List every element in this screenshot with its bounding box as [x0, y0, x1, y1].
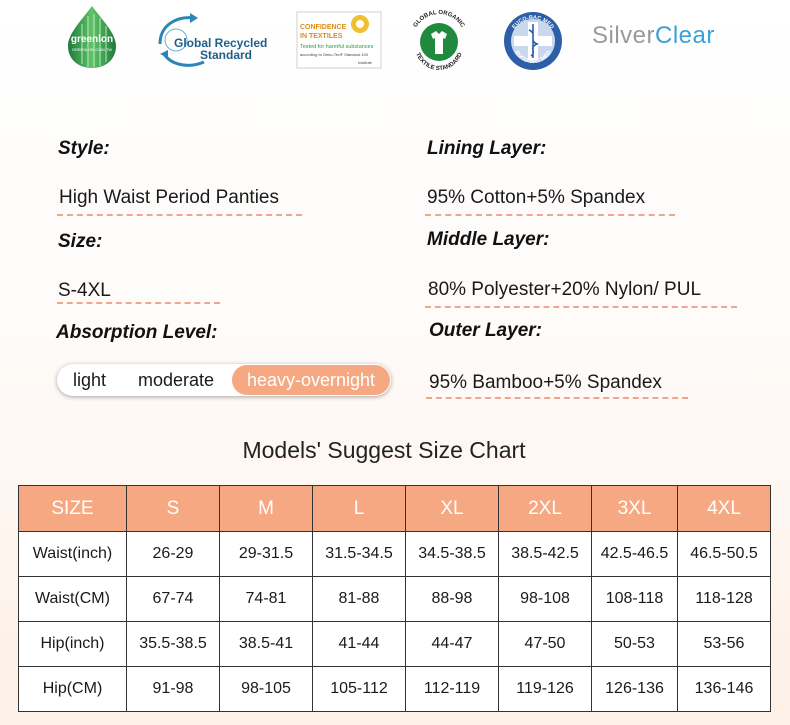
absorption-option-heavy-overnight: heavy-overnight [232, 365, 390, 395]
lining-layer-value: 95% Cotton+5% Spandex [427, 187, 646, 208]
size-underline [57, 302, 220, 304]
oeko-line5: Institute [358, 60, 373, 65]
table-cell: 108-118 [592, 577, 678, 622]
table-cell: 41-44 [313, 622, 406, 667]
table-cell: 47-50 [499, 622, 592, 667]
table-row [19, 532, 771, 577]
style-label: Style: [58, 138, 110, 159]
gots-logo [407, 6, 471, 76]
header-s: S [127, 486, 220, 532]
row-label-hip-cm: Hip(CM) [19, 667, 127, 712]
header-4xl: 4XL [678, 486, 771, 532]
absorption-label: Absorption Level: [56, 322, 218, 343]
table-cell: 38.5-41 [220, 622, 313, 667]
absorption-option-light: light [73, 370, 107, 390]
greenlon-logo [64, 4, 120, 70]
euco-bottom-text: EUCO-BAC MED [513, 50, 553, 66]
table-cell: 67-74 [127, 577, 220, 622]
header-3xl: 3XL [592, 486, 678, 532]
table-cell: 136-146 [678, 667, 771, 712]
table-cell: 98-108 [499, 577, 592, 622]
outer-layer-value: 95% Bamboo+5% Spandex [429, 372, 662, 393]
table-cell: 88-98 [406, 577, 499, 622]
gots-top-text: GLOBAL ORGANIC [412, 9, 466, 29]
certification-logos [0, 0, 790, 85]
outer-layer-underline [426, 397, 688, 399]
table-cell: 98-105 [220, 667, 313, 712]
grs-line1: Global Recycled [174, 36, 268, 50]
greenlon-name: greenlon [70, 34, 114, 45]
table-cell: 38.5-42.5 [499, 532, 592, 577]
middle-layer-label: Middle Layer: [427, 229, 550, 250]
absorption-level-selector [57, 364, 391, 396]
middle-layer-value: 80% Polyester+20% Nylon/ PUL [428, 279, 702, 300]
table-cell: 42.5-46.5 [592, 532, 678, 577]
grs-line2: Standard [200, 48, 253, 62]
size-chart-title: Models' Suggest Size Chart [242, 437, 526, 463]
table-cell: 35.5-38.5 [127, 622, 220, 667]
size-value: S-4XL [58, 280, 111, 301]
lining-layer-label: Lining Layer: [427, 138, 547, 159]
silverclear-logo [592, 22, 732, 54]
absorption-option-moderate: moderate [138, 370, 215, 390]
table-row [19, 667, 771, 712]
table-cell: 34.5-38.5 [406, 532, 499, 577]
oeko-line4: according to Oeko-Tex® Standard 100 [300, 52, 369, 57]
table-cell: 29-31.5 [220, 532, 313, 577]
table-cell: 112-119 [406, 667, 499, 712]
size-chart-table [18, 485, 771, 712]
table-row [19, 622, 771, 667]
table-cell: 26-29 [127, 532, 220, 577]
table-cell: 44-47 [406, 622, 499, 667]
row-label-hip-inch: Hip(inch) [19, 622, 127, 667]
outer-layer-label: Outer Layer: [429, 320, 542, 341]
header-xl: XL [406, 486, 499, 532]
table-cell: 46.5-50.5 [678, 532, 771, 577]
size-chart-header-row [19, 486, 771, 532]
table-cell: 31.5-34.5 [313, 532, 406, 577]
table-cell: 119-126 [499, 667, 592, 712]
table-cell: 126-136 [592, 667, 678, 712]
silverclear-part2: Clear [655, 22, 715, 49]
style-underline [57, 214, 302, 216]
lining-layer-underline [425, 214, 675, 216]
row-label-waist-inch: Waist(inch) [19, 532, 127, 577]
header-size: SIZE [19, 486, 127, 532]
gots-bottom-text: TEXTILE STANDARD [414, 51, 464, 73]
euco-top-text: EUCO-BAC MED [511, 14, 555, 31]
table-row [19, 577, 771, 622]
middle-layer-underline [425, 306, 737, 308]
greenlon-sub: GREENLON.COM.TW [71, 47, 113, 52]
header-2xl: 2XL [499, 486, 592, 532]
global-recycled-standard-logo [150, 10, 270, 70]
header-m: M [220, 486, 313, 532]
table-cell: 81-88 [313, 577, 406, 622]
size-label: Size: [58, 231, 103, 252]
euco-bac-med-logo [502, 10, 564, 72]
table-cell: 74-81 [220, 577, 313, 622]
table-cell: 105-112 [313, 667, 406, 712]
style-value: High Waist Period Panties [59, 187, 280, 208]
oeko-line2: IN TEXTILES [300, 33, 343, 40]
oeko-line1: CONFIDENCE [300, 24, 347, 31]
table-cell: 53-56 [678, 622, 771, 667]
row-label-waist-cm: Waist(CM) [19, 577, 127, 622]
silverclear-part1: Silver [592, 22, 656, 49]
header-l: L [313, 486, 406, 532]
oeko-tex-logo [296, 10, 382, 70]
table-cell: 91-98 [127, 667, 220, 712]
table-cell: 50-53 [592, 622, 678, 667]
table-cell: 118-128 [678, 577, 771, 622]
oeko-line3: Tested for harmful substances [300, 44, 374, 50]
